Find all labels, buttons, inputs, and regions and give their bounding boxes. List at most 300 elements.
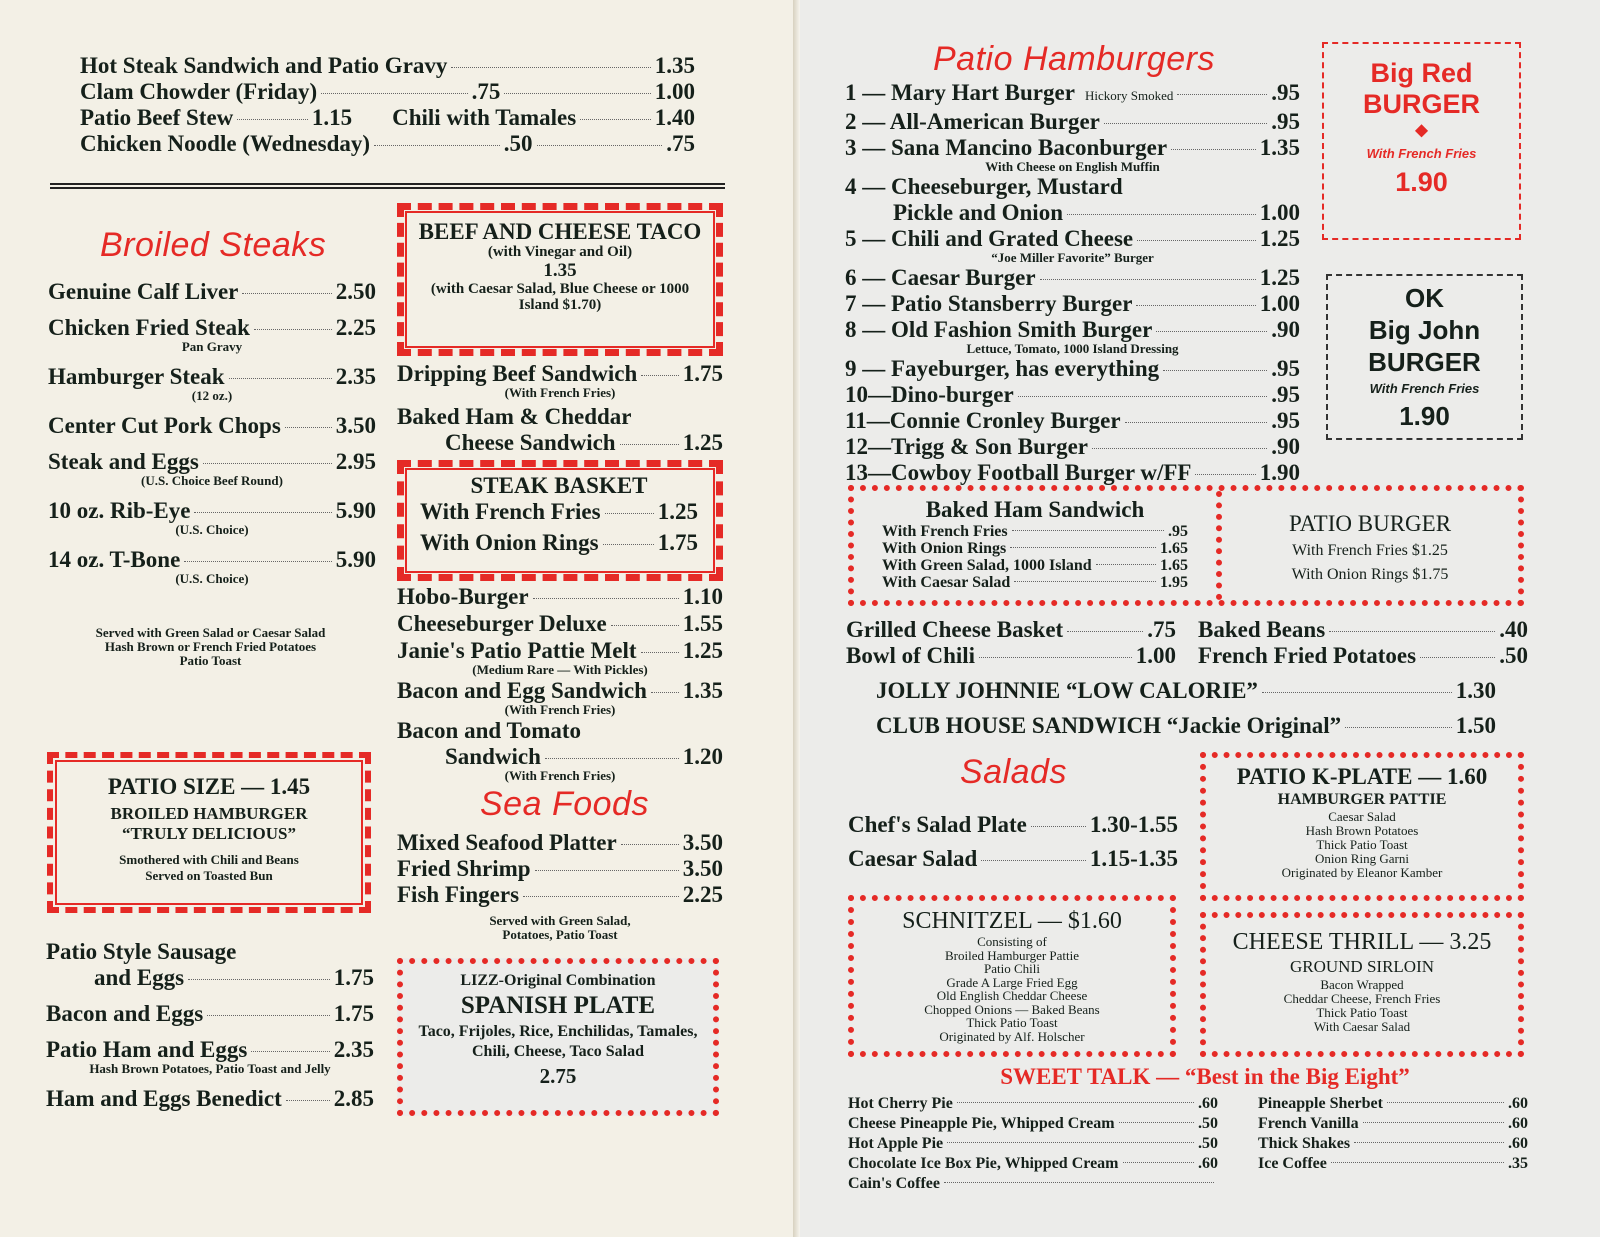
item-price: .60 [1198, 1095, 1218, 1112]
item-note: (U.S. Choice) [175, 522, 249, 537]
item-price: 1.75 [333, 965, 374, 990]
item-name: Janie's Patio Pattie Melt [397, 638, 637, 663]
menu-item-row [46, 1037, 374, 1063]
menu-item [845, 226, 1300, 265]
leader-dots [1040, 279, 1256, 280]
steak-basket-title: STEAK BASKET [470, 473, 648, 498]
menu-item-row [882, 557, 1188, 574]
item-price: 2.95 [335, 449, 376, 474]
item-name: Patio Beef Stew [80, 105, 234, 130]
taco-title: BEEF AND CHEESE TACO [418, 219, 702, 244]
menu-item [80, 131, 695, 157]
item-note: (U.S. Choice) [175, 571, 249, 586]
steak-basket-box [397, 460, 723, 581]
double-rule-divider [50, 183, 725, 189]
patio-burger-line: With Onion Rings $1.75 [1291, 566, 1449, 583]
menu-item-row [48, 279, 376, 305]
leader-dots [580, 119, 651, 120]
leader-dots [504, 93, 650, 94]
leader-dots [1096, 564, 1156, 565]
leader-dots [981, 860, 1086, 861]
menu-item [882, 523, 1188, 540]
item-price: 2.35 [333, 1037, 374, 1062]
item-name: 6 — Caesar Burger [845, 265, 1036, 290]
item-price: 1.15 [311, 105, 353, 130]
menu-item-row [845, 291, 1300, 317]
cheese-thrill-lines [1206, 978, 1518, 1034]
item-name: Fish Fingers [397, 882, 520, 907]
item-name: Hot Apple Pie [848, 1135, 944, 1152]
leader-dots [286, 1100, 330, 1101]
item-price: 1.55 [682, 611, 723, 636]
description-line: Thick Patio Toast [1316, 837, 1408, 852]
patio-burger-line: With French Fries $1.25 [1292, 542, 1448, 559]
item-price: 1.25 [1259, 226, 1300, 251]
menu-item-row [48, 413, 376, 439]
sides-left-list [846, 617, 1176, 669]
item-name: Clam Chowder (Friday) [80, 79, 318, 104]
item-note: Pan Gravy [181, 339, 243, 354]
k-plate-title: PATIO K-PLATE — 1.60 [1236, 764, 1488, 789]
leader-dots [1363, 1122, 1504, 1123]
item-price: .95 [1271, 356, 1300, 381]
leader-dots [1014, 581, 1156, 582]
menu-item-row [397, 404, 723, 430]
item-name: Ice Coffee [1258, 1155, 1327, 1172]
item-price: .60 [1198, 1155, 1218, 1172]
item-name: Bacon and Egg Sandwich [397, 678, 647, 703]
item-name-cont: Pickle and Onion [893, 200, 1063, 225]
leader-dots [537, 145, 663, 146]
menu-item-row [48, 498, 376, 524]
item-name: Hot Steak Sandwich and Patio Gravy [80, 53, 448, 78]
menu-item [845, 382, 1300, 408]
cheese-thrill-sub: GROUND SIRLOIN [1289, 957, 1435, 976]
menu-item [848, 1134, 1218, 1154]
item-price: .95 [1168, 523, 1188, 540]
note-line: Served with Green Salad, [489, 913, 631, 928]
item-price: 2.25 [682, 882, 723, 907]
item-note: (With French Fries) [504, 768, 616, 783]
spanish-kicker: LIZZ-Original Combination [460, 972, 656, 989]
menu-item-row [397, 830, 723, 856]
menu-item [48, 498, 376, 537]
menu-item-row [46, 1001, 374, 1027]
menu-item [848, 812, 1178, 838]
beef-cheese-taco-box [397, 203, 723, 356]
menu-item [397, 361, 723, 400]
menu-item [848, 846, 1178, 872]
patio-size-desc: Served on Toasted Bun [145, 868, 273, 883]
leader-dots [188, 979, 330, 980]
leader-dots [605, 513, 654, 514]
schnitzel-title: SCHNITZEL — $1.60 [902, 908, 1122, 934]
menu-item [80, 79, 695, 105]
specials-list [876, 678, 1496, 748]
sweet-talk-title: SWEET TALK — “Best in the Big Eight” [1000, 1064, 1410, 1089]
menu-item-row [845, 408, 1300, 434]
menu-item-row [397, 638, 723, 664]
right-menu-page [800, 0, 1600, 1237]
menu-item-row [397, 718, 723, 744]
leader-dots [1177, 94, 1267, 95]
menu-item [420, 499, 698, 525]
menu-item-row [1258, 1154, 1528, 1174]
menu-item [845, 109, 1300, 135]
menu-item-row [845, 174, 1300, 200]
menu-item-row [845, 226, 1300, 252]
leader-dots [1262, 692, 1452, 693]
leader-dots [533, 598, 679, 599]
item-name: French Fried Potatoes [1198, 643, 1417, 668]
menu-item [845, 135, 1300, 174]
menu-item [846, 643, 1176, 669]
item-note: “Joe Miller Favorite” Burger [991, 250, 1154, 265]
menu-item-row [46, 1086, 374, 1112]
item-price: 1.00 [654, 79, 696, 104]
item-name: 11—Connie Cronley Burger [845, 408, 1121, 433]
cheese-thrill-title: CHEESE THRILL — 3.25 [1232, 929, 1492, 955]
leader-dots [1137, 240, 1256, 241]
menu-item [882, 557, 1188, 574]
big-red-burger-box [1322, 42, 1521, 240]
item-note: (With French Fries) [504, 385, 616, 400]
item-name: Genuine Calf Liver [48, 279, 239, 304]
leader-dots [545, 758, 679, 759]
note-line: Potatoes, Patio Toast [502, 927, 618, 942]
leader-dots [285, 427, 332, 428]
menu-item-row [845, 317, 1300, 343]
item-name: Chocolate Ice Box Pie, Whipped Cream [848, 1155, 1119, 1172]
leader-dots [1012, 530, 1164, 531]
item-price: 1.50 [1455, 713, 1496, 738]
item-price: 1.65 [1160, 540, 1188, 557]
item-name: Hot Cherry Pie [848, 1095, 953, 1112]
item-price: 1.20 [682, 744, 723, 769]
menu-item-row [845, 80, 1300, 109]
item-price: .35 [1508, 1155, 1528, 1172]
sides-right-list [1198, 617, 1528, 669]
item-name: Cheese Pineapple Pie, Whipped Cream [848, 1115, 1115, 1132]
description-line: Hash Brown Potatoes [1305, 823, 1419, 838]
menu-item-row [882, 523, 1188, 540]
patio-burger-panel [1222, 491, 1518, 600]
menu-item [397, 678, 723, 717]
spanish-price: 2.75 [539, 1064, 577, 1088]
menu-item-row [397, 361, 723, 387]
item-price: 2.35 [335, 364, 376, 389]
menu-item-row [420, 530, 698, 556]
menu-item-row [80, 105, 695, 131]
item-price: .50 [1198, 1135, 1218, 1152]
menu-item-row [848, 1134, 1218, 1154]
menu-item [846, 617, 1176, 643]
item-name: 2 — All-American Burger [845, 109, 1100, 134]
menu-item [848, 1154, 1218, 1174]
menu-item-row [48, 364, 376, 390]
big-red-price: 1.90 [1395, 167, 1448, 197]
item-name: Pineapple Sherbet [1258, 1095, 1383, 1112]
item-price: 1.25 [682, 430, 723, 455]
leader-dots [1125, 422, 1268, 423]
item-price: 1.75 [657, 530, 698, 555]
item-name: With Caesar Salad [882, 574, 1011, 591]
menu-item [1258, 1134, 1528, 1154]
menu-item-row [48, 315, 376, 341]
leader-dots [651, 692, 679, 693]
item-name: Cain's Coffee [848, 1175, 940, 1192]
big-red-line: BURGER [1362, 89, 1480, 119]
leader-dots [184, 561, 331, 562]
taco-price: 1.35 [543, 260, 577, 281]
baked-ham-list [882, 523, 1188, 591]
menu-item-row [397, 856, 723, 882]
leader-dots [535, 870, 679, 871]
item-price: 1.15-1.35 [1089, 846, 1178, 871]
item-price: 1.00 [1259, 291, 1300, 316]
schnitzel-lines [854, 935, 1170, 1043]
menu-item-row [848, 812, 1178, 838]
item-price: 3.50 [335, 413, 376, 438]
item-price: 5.90 [335, 547, 376, 572]
spanish-desc: Taco, Frijoles, Rice, Enchilidas, Tamales, Chili, Cheese, Taco Salad [418, 1023, 698, 1060]
item-price: 1.40 [654, 105, 695, 130]
menu-item-row [48, 547, 376, 573]
note-line: Served with Green Salad or Caesar Salad [95, 625, 326, 640]
item-name: 13—Cowboy Football Burger w/FF [845, 460, 1192, 485]
item-price: 1.30-1.55 [1089, 812, 1178, 837]
menu-item-row [46, 939, 374, 965]
item-name-cont: Sandwich [445, 744, 541, 769]
item-price: .95 [1271, 382, 1300, 407]
item-price: 1.75 [682, 361, 723, 386]
item-price: 1.25 [682, 638, 723, 663]
item-name: With Onion Rings [882, 540, 1007, 557]
leader-dots [251, 1051, 329, 1052]
menu-item-row [1198, 617, 1528, 643]
leader-dots [1010, 547, 1156, 548]
item-price: .95 [1271, 109, 1300, 134]
big-john-line: Big John [1368, 315, 1481, 345]
leader-dots [1092, 448, 1267, 449]
menu-item [876, 678, 1496, 704]
item-note: (With French Fries) [504, 702, 616, 717]
menu-item-row [845, 434, 1300, 460]
item-name: Chef's Salad Plate [848, 812, 1027, 837]
seafood-note [397, 914, 723, 942]
big-john-line: OK [1405, 283, 1444, 313]
taco-sub: (with Vinegar and Oil) [487, 244, 633, 260]
item-price: 1.35 [682, 678, 723, 703]
menu-item [397, 584, 723, 610]
menu-item [397, 830, 723, 856]
sweet-left-list [848, 1094, 1218, 1194]
item-name: Hamburger Steak [48, 364, 225, 389]
big-john-price: 1.90 [1399, 401, 1450, 431]
item-name: With French Fries [882, 523, 1008, 540]
item-name: Chicken Fried Steak [48, 315, 250, 340]
menu-item [1198, 643, 1528, 669]
item-name: With French Fries [420, 499, 601, 524]
menu-item [845, 356, 1300, 382]
salads-list [848, 812, 1178, 880]
item-price: .50 [1198, 1115, 1218, 1132]
steak-basket-list [420, 499, 698, 556]
item-name: Chili with Tamales [392, 105, 577, 130]
leader-dots [1329, 631, 1495, 632]
menu-item-row [845, 356, 1300, 382]
item-name: Bacon and Eggs [46, 1001, 204, 1026]
item-name: Patio Style Sausage [46, 939, 237, 964]
menu-item [48, 413, 376, 439]
leader-dots [1067, 214, 1256, 215]
soups-list [80, 53, 695, 157]
burgers-list [845, 80, 1300, 486]
leader-dots [947, 1142, 1194, 1143]
note-line: Patio Toast [179, 653, 242, 668]
item-name: Fried Shrimp [397, 856, 531, 881]
menu-item [397, 404, 723, 456]
description-line: Thick Patio Toast [1316, 1005, 1408, 1020]
item-note: Lettuce, Tomato, 1000 Island Dressing [966, 341, 1179, 356]
leader-dots [451, 67, 650, 68]
menu-item [420, 530, 698, 556]
menu-item [845, 265, 1300, 291]
item-price: 1.25 [657, 499, 698, 524]
item-note: (12 oz.) [191, 388, 233, 403]
menu-item [46, 1037, 374, 1076]
menu-item [80, 105, 695, 131]
leader-dots [1345, 727, 1452, 728]
schnitzel-box [848, 895, 1176, 1057]
menu-item-row [848, 1094, 1218, 1114]
item-price: .50 [1499, 643, 1528, 668]
description-line: Old English Cheddar Cheese [936, 988, 1088, 1003]
item-price: 3.50 [682, 856, 723, 881]
leader-dots [1331, 1162, 1504, 1163]
menu-item [397, 718, 723, 783]
leader-dots [1163, 370, 1267, 371]
menu-item [848, 1094, 1218, 1114]
sandwich-list [397, 361, 723, 460]
menu-item-row [80, 131, 695, 157]
item-price: .75 [471, 79, 501, 104]
leader-dots [229, 378, 332, 379]
description-line: Chopped Onions — Baked Beans [924, 1001, 1100, 1017]
patio-size-box [47, 752, 371, 913]
item-price: 1.00 [1135, 643, 1176, 668]
taco-note: (with Caesar Salad, Blue Cheese or 1000 Island $1.70) [430, 281, 690, 313]
leader-dots [523, 896, 679, 897]
menu-item [1258, 1094, 1528, 1114]
menu-item-row [845, 382, 1300, 408]
menu-item-row [846, 643, 1176, 669]
salads-title: Salads [960, 753, 1067, 791]
menu-item-row [845, 135, 1300, 161]
leader-dots [237, 119, 308, 120]
menu-item [882, 540, 1188, 557]
menu-item [48, 315, 376, 354]
item-name: Chicken Noodle (Wednesday) [80, 131, 371, 156]
burger-sandwich-list [397, 584, 723, 784]
menu-item-row [882, 540, 1188, 557]
spanish-title: SPANISH PLATE [460, 992, 656, 1019]
item-price: .95 [1271, 408, 1300, 433]
item-note: (U.S. Choice Beef Round) [141, 473, 283, 488]
item-name: 3 — Sana Mancino Baconburger [845, 135, 1168, 160]
item-name-cont: Cheese Sandwich [445, 430, 616, 455]
big-john-burger-box [1326, 274, 1523, 440]
sea-foods-title: Sea Foods [480, 785, 649, 823]
leader-dots [641, 652, 679, 653]
menu-item [848, 1174, 1218, 1194]
item-name-cont: and Eggs [94, 965, 185, 990]
menu-item [845, 460, 1300, 486]
item-name: Baked Ham & Cheddar [397, 404, 632, 429]
menu-item [46, 939, 374, 991]
menu-item [845, 434, 1300, 460]
spanish-plate-box [397, 958, 719, 1116]
item-name: 1 — Mary Hart Burger [845, 80, 1075, 105]
big-red-line: Big Red [1370, 58, 1473, 88]
menu-item-row [397, 584, 723, 610]
leader-dots [1104, 123, 1267, 124]
patio-size-sub: BROILED HAMBURGER [110, 804, 308, 823]
menu-item [1258, 1114, 1528, 1134]
leader-dots [321, 93, 467, 94]
leader-dots [979, 657, 1132, 658]
item-price: .60 [1508, 1115, 1528, 1132]
menu-item-row [397, 611, 723, 637]
item-price: 2.25 [335, 315, 376, 340]
item-name: Bacon and Tomato [397, 718, 582, 743]
big-john-line: BURGER [1368, 347, 1481, 377]
menu-item [845, 174, 1300, 226]
menu-item-row [397, 678, 723, 704]
item-price: 1.00 [1259, 200, 1300, 225]
item-name: 8 — Old Fashion Smith Burger [845, 317, 1153, 342]
description-line: Patio Chili [984, 961, 1040, 976]
patio-size-desc: Smothered with Chili and Beans [119, 852, 299, 867]
menu-item-row [848, 1114, 1218, 1134]
menu-item [46, 1086, 374, 1112]
description-line: Cheddar Cheese, French Fries [1283, 991, 1441, 1006]
item-price: 1.30 [1455, 678, 1496, 703]
leader-dots [374, 145, 500, 146]
leader-dots [1136, 305, 1255, 306]
item-name: 5 — Chili and Grated Cheese [845, 226, 1134, 251]
item-name: 9 — Fayeburger, has everything [845, 356, 1160, 381]
item-price: .90 [1271, 434, 1300, 459]
item-name: Hobo-Burger [397, 584, 529, 609]
description-line: Bacon Wrapped [1320, 977, 1404, 992]
leader-dots [620, 444, 679, 445]
big-red-with: With French Fries [1366, 146, 1477, 161]
menu-item-row [845, 460, 1300, 486]
description-line: Caesar Salad [1328, 809, 1396, 824]
leader-dots [1067, 631, 1143, 632]
menu-item [46, 1001, 374, 1027]
k-plate-lines [1206, 810, 1518, 880]
menu-item-row [397, 744, 723, 770]
menu-item [48, 449, 376, 488]
menu-item [1198, 617, 1528, 643]
patio-hamburgers-title: Patio Hamburgers [933, 40, 1216, 78]
leader-dots [603, 544, 654, 545]
item-name: Mixed Seafood Platter [397, 830, 617, 855]
leader-dots [641, 375, 678, 376]
menu-item-row [845, 265, 1300, 291]
